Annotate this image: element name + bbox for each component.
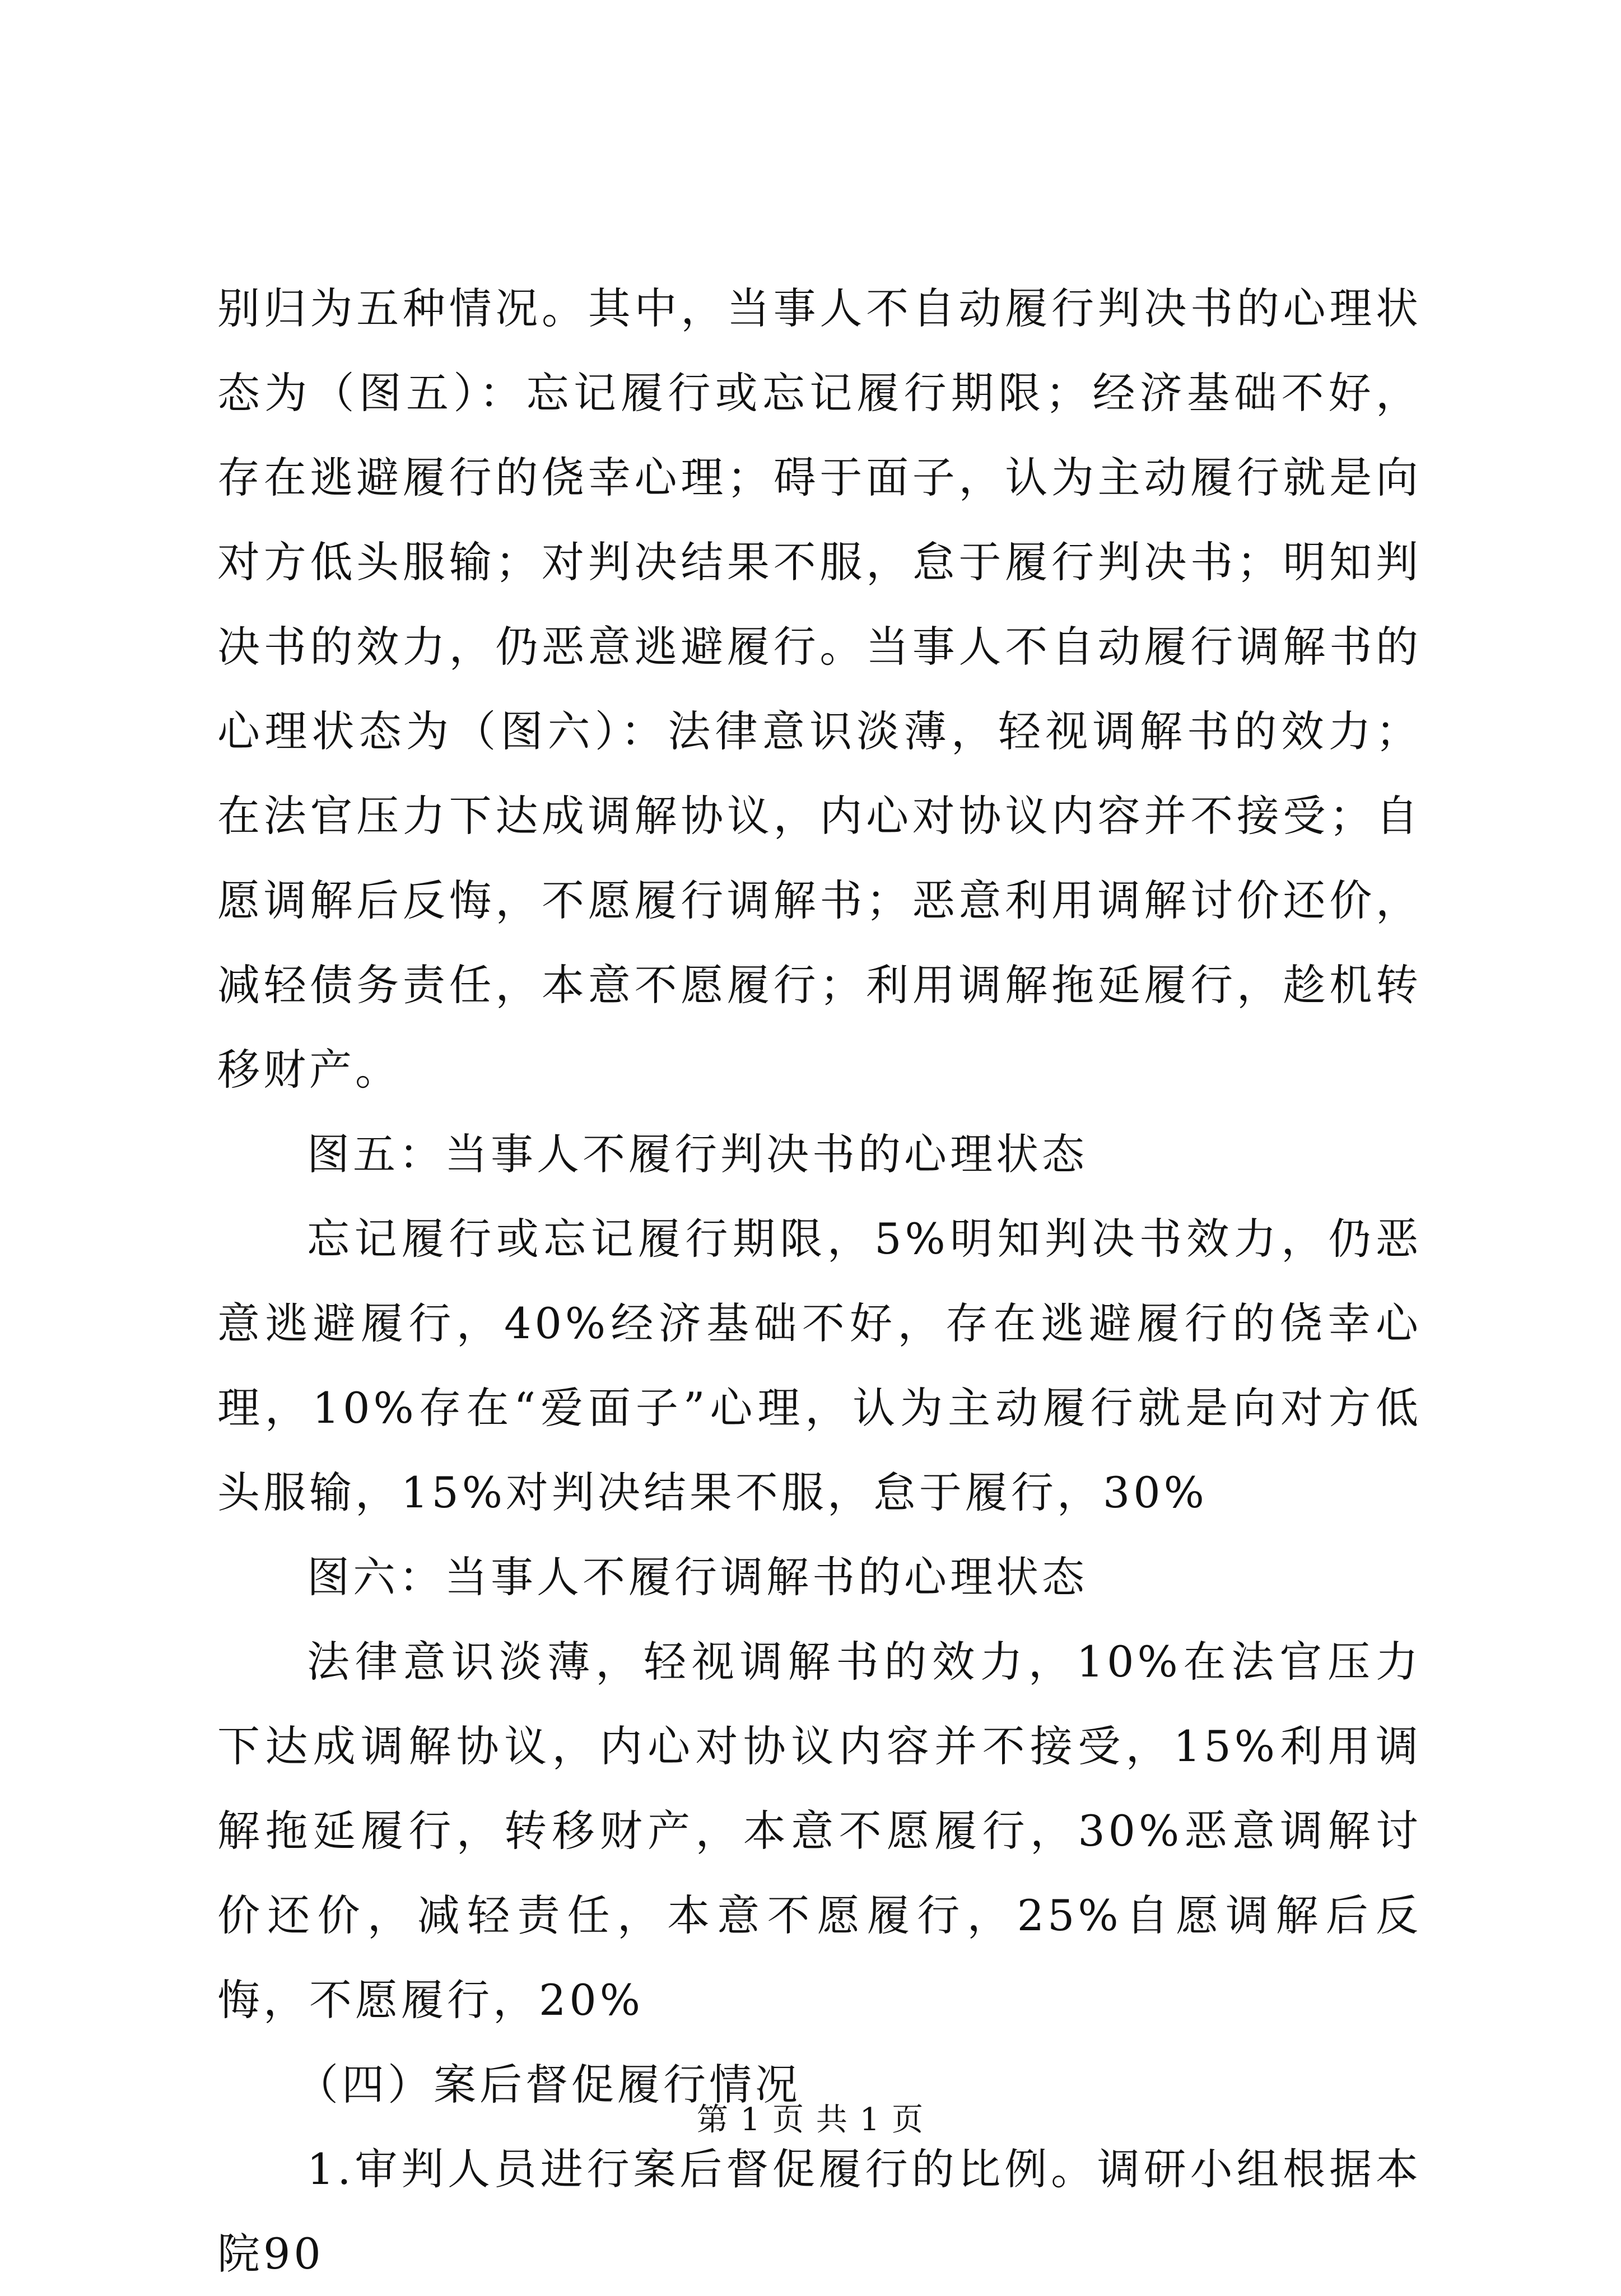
figure-six-data-text: 法律意识淡薄，轻视调解书的效力，10%在法官压力下达成调解协议，内心对协议内容并不接受，15%利用调解拖延履行，转移财产，本意不愿履行，30%恶意调解讨价还价，减轻责任，本意不愿履行，25%自愿调解后反悔，不愿履行，20% bbox=[217, 1637, 1422, 2025]
body-paragraph: 别归为五种情况。其中，当事人不自动履行判决书的心理状态为（图五）：忘记履行或忘记履行期限；经济基础不好，存在逃避履行的侥幸心理；碍于面子，认为主动履行就是向对方低头服输；对判决结果不服，怠于履行判决书；明知判决书的效力，仍恶意逃避履行。当事人不自动履行调解书的心理状态为（图六）：法律意识淡薄，轻视调解书的效力；在法官压力下达成调解协议，内心对协议内容并不接受；自愿调解后反悔，不愿履行调解书；恶意利用调解讨价还价，减轻债务责任，本意不愿履行；利用调解拖延履行，趁机转移财产。 bbox=[217, 283, 1422, 1095]
figure-five-data-text: 忘记履行或忘记履行期限，5%明知判决书效力，仍恶意逃避履行，40%经济基础不好，存在逃避履行的侥幸心理，10%存在“爱面子”心理，认为主动履行就是向对方低头服输，15%对判决结果不服，怠于履行，30% bbox=[217, 1214, 1422, 1517]
figure-five-caption: 图五：当事人不履行判决书的心理状态 bbox=[307, 1129, 1088, 1179]
section-heading: （四）案后督促履行情况 bbox=[296, 2060, 801, 2109]
document-body bbox=[217, 266, 1422, 2296]
body-paragraph: 1.审判人员进行案后督促履行的比例。调研小组根据本院90 bbox=[217, 2144, 1422, 2279]
figure-six-caption: 图六：当事人不履行调解书的心理状态 bbox=[307, 1552, 1088, 1602]
page-footer: 第 1 页 共 1 页 bbox=[696, 2102, 925, 2138]
